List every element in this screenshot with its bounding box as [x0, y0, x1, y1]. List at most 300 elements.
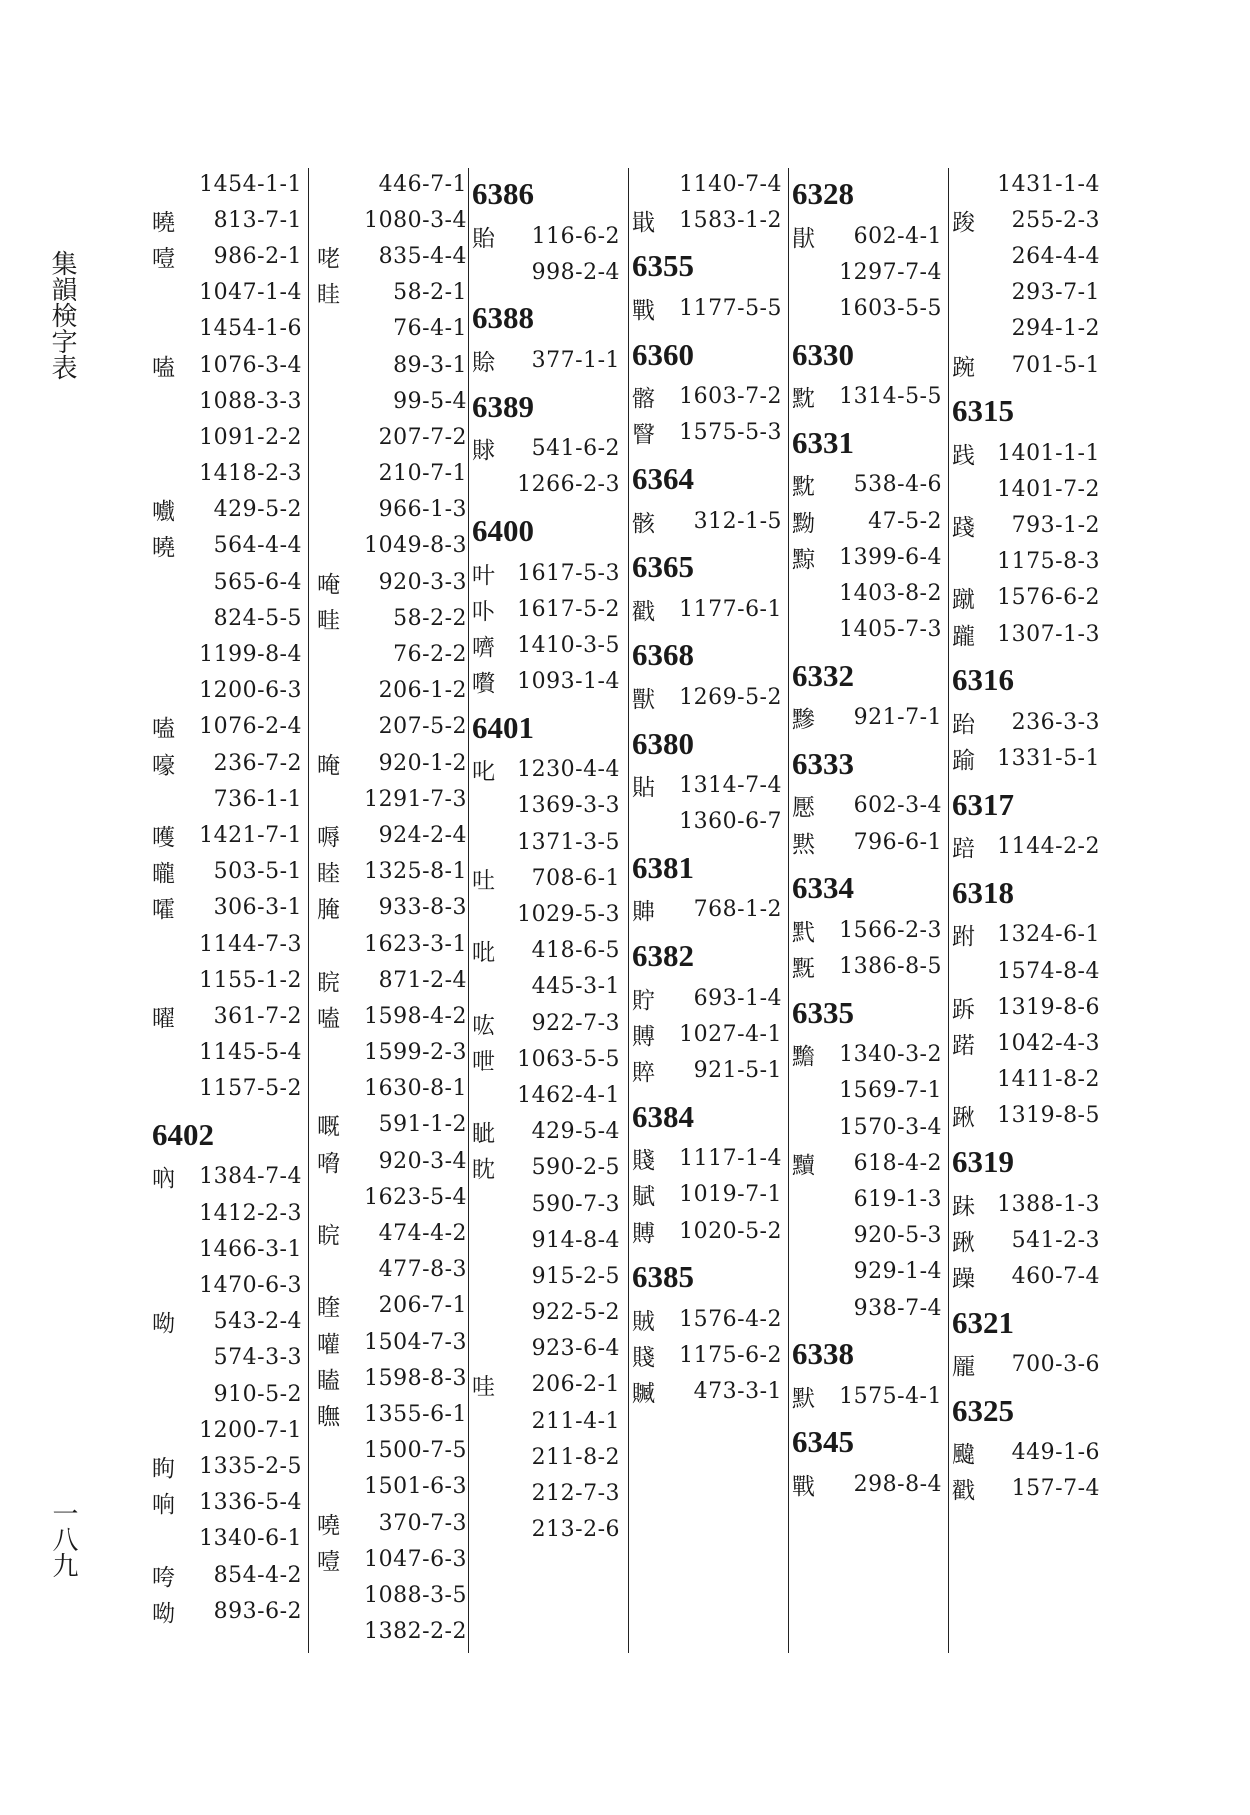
entry-reference: 1583-1-2	[679, 207, 782, 233]
entry-character: 曜	[152, 1005, 175, 1032]
index-entry	[470, 1005, 620, 1041]
index-entry	[315, 1324, 467, 1360]
entry-character: 曉	[152, 535, 175, 562]
index-entry	[630, 1337, 782, 1373]
section-header: 6319	[952, 1143, 1014, 1179]
entry-reference: 1314-7-4	[679, 773, 782, 799]
entry-character: 蹴	[952, 587, 975, 614]
entry-reference: 1630-8-1	[364, 1076, 467, 1102]
section-header: 6318	[952, 874, 1014, 910]
entry-character: 懕	[792, 795, 815, 822]
entry-character: 踠	[952, 354, 975, 381]
entry-reference: 445-3-1	[531, 974, 620, 1000]
index-entry	[630, 1016, 782, 1052]
index-entry	[315, 347, 467, 383]
entry-character: 踰	[952, 748, 975, 775]
entry-reference: 924-2-4	[378, 822, 467, 848]
entry-reference: 477-8-3	[378, 1257, 467, 1283]
entry-reference: 312-1-5	[693, 508, 782, 534]
index-entry	[315, 962, 467, 998]
entry-character: 獸	[632, 686, 655, 713]
index-column	[315, 166, 467, 1650]
index-entry	[150, 1267, 302, 1303]
index-entry	[950, 917, 1100, 953]
index-entry	[315, 1505, 467, 1541]
entry-character: 吡	[472, 940, 495, 967]
entry-reference: 76-2-2	[393, 642, 467, 668]
entry-reference: 1598-8-3	[364, 1365, 467, 1391]
entry-reference: 1598-4-2	[364, 1003, 467, 1029]
entry-character: 髂	[632, 386, 655, 413]
section-header: 6317	[952, 786, 1014, 822]
index-entry	[790, 503, 942, 539]
index-entry	[470, 218, 620, 254]
index-entry	[315, 1288, 467, 1324]
section-header: 6315	[952, 393, 1014, 429]
index-entry	[950, 275, 1100, 311]
entry-character: 嚾	[317, 1331, 340, 1358]
section-header: 6325	[952, 1392, 1014, 1428]
index-entry	[470, 933, 620, 969]
entry-character: 踣	[952, 836, 975, 863]
section-header: 6368	[632, 637, 694, 673]
side-title: 集韻検字表	[47, 250, 77, 380]
entry-character: 咵	[152, 1564, 175, 1591]
entry-character: 睆	[317, 969, 340, 996]
index-entry	[315, 383, 467, 419]
entry-reference: 1399-6-4	[839, 544, 942, 570]
entry-character: 睳	[317, 1295, 340, 1322]
entry-reference: 590-7-3	[531, 1191, 620, 1217]
section-header: 6382	[632, 938, 694, 974]
section-header: 6365	[632, 549, 694, 585]
entry-character: 賊	[632, 1308, 655, 1335]
entry-reference: 1047-6-3	[364, 1546, 467, 1572]
entry-reference: 99-5-4	[393, 388, 467, 414]
entry-reference: 89-3-1	[393, 352, 467, 378]
entry-reference: 1230-4-4	[517, 757, 620, 783]
index-entry	[470, 752, 620, 788]
entry-reference: 793-1-2	[1011, 513, 1100, 539]
index-entry	[150, 238, 302, 274]
index-entry	[630, 1052, 782, 1088]
entry-reference: 1076-3-4	[199, 352, 302, 378]
entry-character: 跊	[952, 1193, 975, 1220]
index-entry	[470, 1114, 620, 1150]
section-header: 6355	[632, 248, 694, 284]
index-entry	[150, 890, 302, 926]
entry-reference: 920-3-4	[378, 1148, 467, 1174]
entry-character: 猒	[792, 225, 815, 252]
entry-reference: 796-6-1	[853, 829, 942, 855]
entry-reference: 1080-3-4	[364, 207, 467, 233]
entry-reference: 1042-4-3	[997, 1030, 1100, 1056]
entry-reference: 1388-1-3	[997, 1191, 1100, 1217]
entry-reference: 1501-6-3	[364, 1474, 467, 1500]
index-column	[470, 166, 620, 1548]
index-entry	[315, 926, 467, 962]
index-entry	[470, 467, 620, 503]
index-entry	[470, 1186, 620, 1222]
index-column	[950, 166, 1100, 1507]
index-entry	[950, 953, 1100, 989]
section-header: 6316	[952, 662, 1014, 698]
entry-character: 賤	[632, 1148, 655, 1175]
index-entry	[950, 471, 1100, 507]
entry-reference: 922-7-3	[531, 1010, 620, 1036]
entry-character: 嚎	[152, 752, 175, 779]
entry-reference: 835-4-4	[378, 243, 467, 269]
entry-reference: 1570-3-4	[839, 1114, 942, 1140]
index-entry	[790, 1109, 942, 1145]
entry-reference: 236-7-2	[213, 750, 302, 776]
entry-reference: 541-2-3	[1011, 1227, 1100, 1253]
section-header: 6330	[792, 336, 854, 372]
entry-reference: 213-2-6	[531, 1517, 620, 1543]
entry-reference: 1093-1-4	[517, 669, 620, 695]
entry-reference: 264-4-4	[1011, 243, 1100, 269]
entry-reference: 1029-5-3	[517, 902, 620, 928]
index-entry	[950, 704, 1100, 740]
index-entry	[470, 1258, 620, 1294]
entry-reference: 1091-2-2	[199, 424, 302, 450]
entry-reference: 207-5-2	[378, 714, 467, 740]
entry-character: 踿	[952, 1105, 975, 1132]
index-entry	[470, 342, 620, 378]
index-column	[790, 166, 942, 1503]
entry-reference: 1360-6-7	[679, 809, 782, 835]
entry-reference: 206-2-1	[531, 1372, 620, 1398]
section-header: 6360	[632, 336, 694, 372]
index-entry	[470, 860, 620, 896]
index-entry	[790, 1218, 942, 1254]
index-entry	[315, 673, 467, 709]
entry-character: 黕	[792, 386, 815, 413]
entry-reference: 1325-8-1	[364, 859, 467, 885]
index-entry	[150, 1231, 302, 1267]
entry-character: 黙	[792, 831, 815, 858]
index-entry	[790, 1181, 942, 1217]
entry-character: 嚱	[152, 499, 175, 526]
entry-character: 咾	[317, 245, 340, 272]
index-entry	[470, 1475, 620, 1511]
entry-character: 哇	[472, 1374, 495, 1401]
entry-reference: 1466-3-1	[199, 1236, 302, 1262]
entry-reference: 1020-5-2	[679, 1218, 782, 1244]
index-entry	[150, 383, 302, 419]
entry-reference: 1340-6-1	[199, 1526, 302, 1552]
section-header: 6364	[632, 460, 694, 496]
index-entry	[470, 788, 620, 824]
section-header: 6380	[632, 725, 694, 761]
entry-reference: 619-1-3	[853, 1186, 942, 1212]
index-entry	[470, 431, 620, 467]
entry-reference: 538-4-6	[853, 472, 942, 498]
index-entry	[470, 591, 620, 627]
index-entry	[150, 202, 302, 238]
entry-reference: 1603-5-5	[839, 295, 942, 321]
index-entry	[150, 998, 302, 1034]
entry-reference: 1369-3-3	[517, 793, 620, 819]
index-entry	[150, 636, 302, 672]
entry-reference: 543-2-4	[213, 1309, 302, 1335]
entry-reference: 1200-6-3	[199, 678, 302, 704]
index-entry	[630, 804, 782, 840]
index-entry	[630, 980, 782, 1016]
entry-reference: 1575-5-3	[679, 420, 782, 446]
entry-reference: 1576-6-2	[997, 585, 1100, 611]
index-entry	[950, 1471, 1100, 1507]
entry-reference: 1269-5-2	[679, 684, 782, 710]
entry-reference: 1617-5-2	[517, 596, 620, 622]
entry-reference: 966-1-3	[378, 497, 467, 523]
entry-reference: 1336-5-4	[199, 1490, 302, 1516]
entry-reference: 1331-5-1	[997, 746, 1100, 772]
entry-reference: 813-7-1	[213, 207, 302, 233]
index-entry	[470, 254, 620, 290]
index-entry	[470, 1041, 620, 1077]
entry-reference: 1623-3-1	[364, 931, 467, 957]
entry-reference: 157-7-4	[1011, 1476, 1100, 1502]
section-header: 6388	[472, 300, 534, 336]
entry-reference: 591-1-2	[378, 1112, 467, 1138]
index-column	[150, 166, 302, 1629]
entry-character: 瞴	[317, 1403, 340, 1430]
entry-character: 眦	[472, 1121, 495, 1148]
index-entry	[150, 1035, 302, 1071]
entry-reference: 1157-5-2	[199, 1076, 302, 1102]
index-entry	[470, 664, 620, 700]
entry-reference: 929-1-4	[853, 1259, 942, 1285]
entry-reference: 207-7-2	[378, 424, 467, 450]
index-entry	[150, 492, 302, 528]
index-entry	[315, 1215, 467, 1251]
index-entry	[150, 419, 302, 455]
entry-character: 叱	[472, 759, 495, 786]
section-header: 6401	[472, 709, 534, 745]
entry-reference: 1177-5-5	[679, 295, 782, 321]
index-entry	[790, 290, 942, 326]
index-entry	[630, 166, 782, 202]
entry-character: 骸	[632, 510, 655, 537]
entry-reference: 893-6-2	[213, 1598, 302, 1624]
entry-reference: 1412-2-3	[199, 1200, 302, 1226]
entry-reference: 449-1-6	[1011, 1440, 1100, 1466]
entry-character: 嗑	[317, 1005, 340, 1032]
index-entry	[150, 709, 302, 745]
entry-reference: 693-1-4	[693, 985, 782, 1011]
entry-reference: 1088-3-3	[199, 388, 302, 414]
index-entry	[315, 1252, 467, 1288]
index-entry	[950, 1435, 1100, 1471]
entry-reference: 1144-2-2	[997, 834, 1100, 860]
entry-reference: 1382-2-2	[364, 1619, 467, 1645]
entry-character: 睦	[317, 861, 340, 888]
entry-reference: 474-4-2	[378, 1221, 467, 1247]
entry-reference: 1575-4-1	[839, 1383, 942, 1409]
entry-reference: 47-5-2	[868, 508, 942, 534]
entry-reference: 1319-8-6	[997, 994, 1100, 1020]
index-column	[630, 166, 782, 1410]
index-entry	[950, 435, 1100, 471]
entry-character: 黝	[792, 510, 815, 537]
entry-character: 嗋	[317, 1150, 340, 1177]
entry-reference: 1405-7-3	[839, 617, 942, 643]
index-entry	[630, 379, 782, 415]
entry-character: 戳	[632, 598, 655, 625]
entry-character: 戳	[952, 1478, 975, 1505]
entry-reference: 915-2-5	[531, 1263, 620, 1289]
entry-reference: 1623-5-4	[364, 1184, 467, 1210]
entry-character: 唵	[317, 571, 340, 598]
index-entry	[315, 456, 467, 492]
entry-reference: 1200-7-1	[199, 1417, 302, 1443]
entry-reference: 1569-7-1	[839, 1078, 942, 1104]
index-entry	[315, 564, 467, 600]
index-entry	[630, 1374, 782, 1410]
entry-reference: 1421-7-1	[199, 822, 302, 848]
entry-reference: 1175-8-3	[997, 549, 1100, 575]
index-entry	[950, 544, 1100, 580]
index-entry	[470, 824, 620, 860]
entry-reference: 920-5-3	[853, 1223, 942, 1249]
entry-character: 躁	[952, 1265, 975, 1292]
entry-character: 叶	[472, 562, 495, 589]
entry-reference: 1566-2-3	[839, 917, 942, 943]
index-entry	[630, 202, 782, 238]
entry-character: 賻	[632, 1220, 655, 1247]
index-entry	[790, 379, 942, 415]
index-entry	[315, 419, 467, 455]
entry-reference: 306-3-1	[213, 895, 302, 921]
entry-character: 眈	[472, 1157, 495, 1184]
entry-character: 賻	[632, 1023, 655, 1050]
entry-character: 黖	[792, 956, 815, 983]
index-entry	[150, 456, 302, 492]
entry-character: 瞌	[317, 1367, 340, 1394]
index-entry	[150, 1412, 302, 1448]
index-entry	[470, 1512, 620, 1548]
section-header: 6332	[792, 657, 854, 693]
entry-reference: 1177-6-1	[679, 596, 782, 622]
index-entry	[950, 1347, 1100, 1383]
entry-reference: 921-7-1	[853, 705, 942, 731]
entry-character: 賦	[632, 1184, 655, 1211]
index-entry	[315, 528, 467, 564]
entry-character: 賗	[632, 899, 655, 926]
index-entry	[315, 998, 467, 1034]
entry-character: 吶	[152, 1166, 175, 1193]
entry-reference: 910-5-2	[213, 1381, 302, 1407]
entry-reference: 1401-7-2	[997, 476, 1100, 502]
entry-reference: 1266-2-3	[517, 472, 620, 498]
index-entry	[470, 1331, 620, 1367]
index-entry	[470, 627, 620, 663]
index-entry	[315, 1433, 467, 1469]
entry-reference: 1500-7-5	[364, 1438, 467, 1464]
entry-character: 躘	[952, 623, 975, 650]
entry-character: 戰	[792, 1473, 815, 1500]
entry-reference: 1410-3-5	[517, 632, 620, 658]
entry-character: 踆	[952, 209, 975, 236]
entry-reference: 998-2-4	[531, 259, 620, 285]
entry-reference: 1291-7-3	[364, 786, 467, 812]
index-entry	[470, 896, 620, 932]
entry-character: 踐	[952, 515, 975, 542]
index-entry	[315, 1469, 467, 1505]
entry-reference: 920-3-3	[378, 569, 467, 595]
index-entry	[150, 275, 302, 311]
entry-character: 瞖	[632, 422, 655, 449]
entry-reference: 736-1-1	[213, 786, 302, 812]
entry-reference: 1603-7-2	[679, 384, 782, 410]
entry-character: 黵	[792, 1044, 815, 1071]
index-entry	[150, 166, 302, 202]
entry-reference: 1049-8-3	[364, 533, 467, 559]
entry-character: 蹃	[952, 1032, 975, 1059]
index-entry	[315, 166, 467, 202]
entry-reference: 1297-7-4	[839, 259, 942, 285]
entry-reference: 1470-6-3	[199, 1273, 302, 1299]
index-entry	[790, 1378, 942, 1414]
index-entry	[790, 467, 942, 503]
index-entry	[470, 1150, 620, 1186]
index-entry	[950, 1062, 1100, 1098]
index-entry	[630, 290, 782, 326]
index-entry	[150, 926, 302, 962]
index-entry	[470, 555, 620, 591]
index-entry	[950, 311, 1100, 347]
index-entry	[315, 1396, 467, 1432]
index-entry	[315, 781, 467, 817]
entry-character: 嘅	[317, 1114, 340, 1141]
index-entry	[150, 564, 302, 600]
entry-reference: 574-3-3	[213, 1345, 302, 1371]
index-entry	[315, 238, 467, 274]
index-entry	[470, 969, 620, 1005]
entry-reference: 1504-7-3	[364, 1329, 467, 1355]
entry-reference: 1403-8-2	[839, 580, 942, 606]
page-number: 一八九	[48, 1500, 78, 1578]
entry-reference: 429-5-2	[213, 497, 302, 523]
entry-reference: 590-2-5	[531, 1155, 620, 1181]
entry-reference: 602-3-4	[853, 793, 942, 819]
index-entry	[315, 745, 467, 781]
index-entry	[150, 1485, 302, 1521]
index-entry	[630, 591, 782, 627]
section-header: 6389	[472, 388, 534, 424]
index-entry	[950, 1258, 1100, 1294]
entry-character: 曨	[152, 861, 175, 888]
index-entry	[950, 508, 1100, 544]
entry-character: 貽	[472, 225, 495, 252]
entry-reference: 116-6-2	[531, 223, 620, 249]
index-entry	[950, 989, 1100, 1025]
section-header: 6334	[792, 870, 854, 906]
entry-reference: 1576-4-2	[679, 1306, 782, 1332]
index-entry	[150, 673, 302, 709]
section-header: 6345	[792, 1424, 854, 1460]
column-divider	[948, 168, 949, 1653]
entry-reference: 1324-6-1	[997, 922, 1100, 948]
entry-character: 畦	[317, 607, 340, 634]
entry-character: 龎	[952, 1354, 975, 1381]
index-entry	[315, 636, 467, 672]
entry-character: 吰	[472, 1012, 495, 1039]
section-header: 6402	[152, 1116, 214, 1152]
entry-reference: 503-5-1	[213, 859, 302, 885]
entry-reference: 618-4-2	[853, 1150, 942, 1176]
